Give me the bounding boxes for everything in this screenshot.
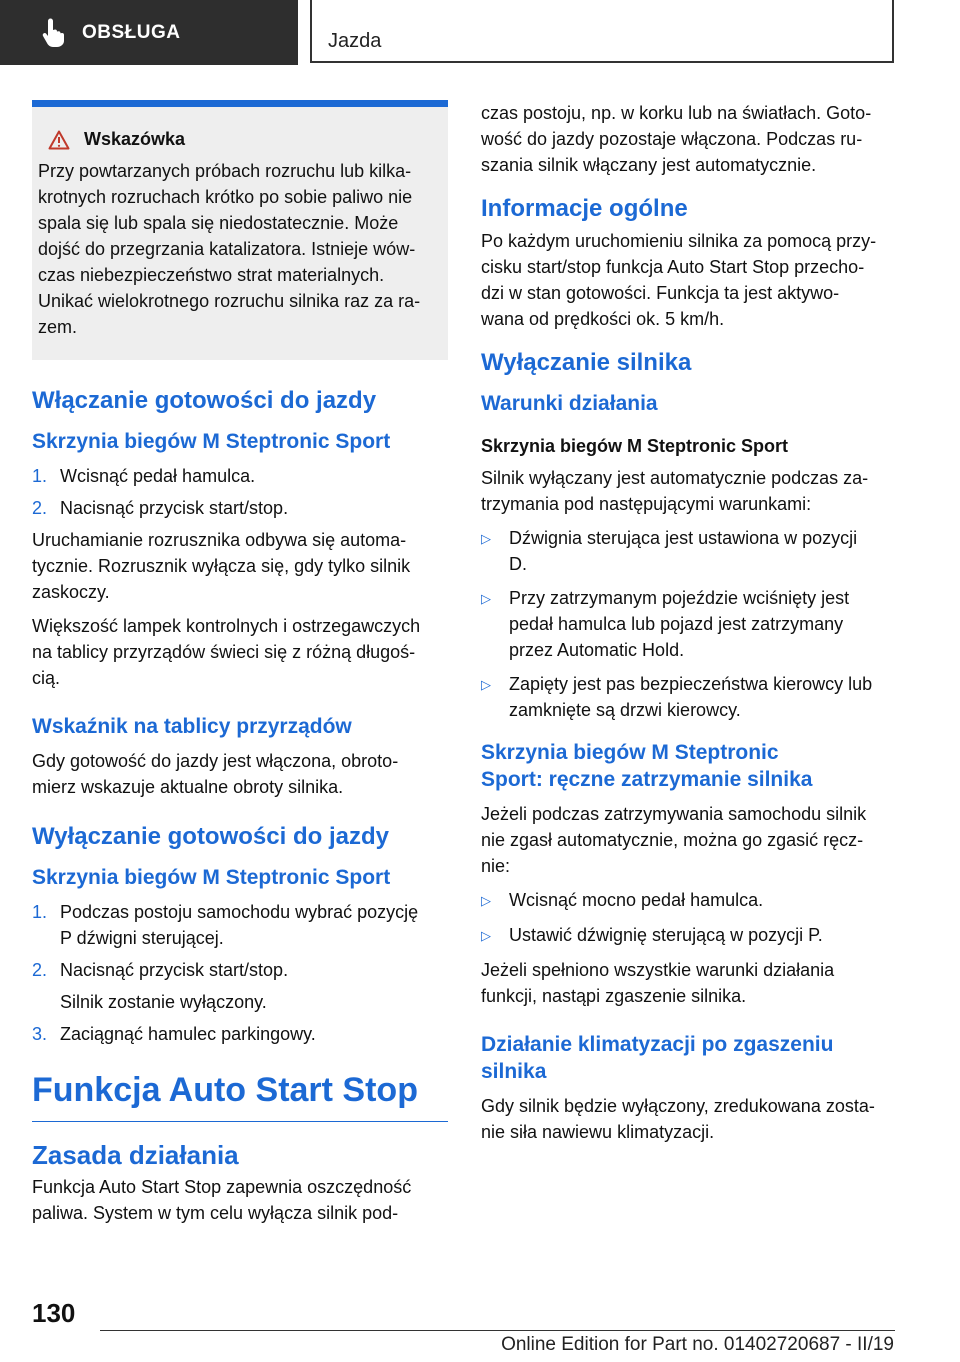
right-column bbox=[481, 100, 897, 1153]
list-item-result: Silnik zostanie wyłączony. bbox=[60, 992, 267, 1012]
paragraph-principle: Funkcja Auto Start Stop zapewnia oszczędność paliwa. System w tym celu wyłącza silnik pod- bbox=[32, 1177, 412, 1223]
note-text: Przy powtarzanych próbach rozruchu lub kilka- krotnych rozruchach krótko po sobie paliwo nie spala się lub spala się niedostatecznie. Może dojść do przegrzania katalizatora. Istnieje wów- czas niebezpieczeństwo strat materialnych. Unikać wielokrotnego rozruchu silnika raz za ra- zem. bbox=[38, 161, 421, 337]
list-item: ▷ Wcisnąć mocno pedał hamulca. bbox=[481, 887, 897, 914]
list-item: 1. Wcisnąć pedał hamulca. bbox=[32, 466, 256, 486]
heading-gearbox: Skrzynia biegów M Steptronic Sport bbox=[481, 436, 789, 456]
heading-conditions: Warunki działania bbox=[481, 392, 658, 415]
footer-divider bbox=[100, 1330, 895, 1331]
manual-steps-list bbox=[481, 887, 897, 949]
paragraph-starter: Uruchamianie rozrusznika odbywa się automa- tycznie. Rozrusznik wyłącza się, gdy tylko silnik zaskoczy. bbox=[32, 530, 411, 602]
heading-auto-start-stop: Funkcja Auto Start Stop bbox=[32, 1069, 448, 1122]
triangle-bullet-icon: ▷ bbox=[481, 928, 491, 943]
list-item: 2. Nacisnąć przycisk start/stop. bbox=[32, 498, 289, 518]
list-item: 1. Podczas postoju samochodu wybrać pozycję P dźwigni sterującej. bbox=[32, 902, 419, 948]
heading-manual-stop: Skrzynia biegów M Steptronic Sport: ręczne zatrzymanie silnika bbox=[481, 741, 813, 791]
section-tab[interactable] bbox=[0, 0, 298, 65]
list-item: 2. Nacisnąć przycisk start/stop. bbox=[32, 960, 289, 980]
list-item: 3. Zaciągnąć hamulec parkingowy. bbox=[32, 1024, 316, 1044]
list-item: ▷ Dźwignia sterująca jest ustawiona w pozycji D. bbox=[481, 525, 897, 577]
steps-ready-on bbox=[32, 463, 448, 521]
heading-engine-off: Wyłączanie silnika bbox=[481, 349, 692, 376]
chapter-title: Jazda bbox=[328, 30, 382, 52]
paragraph-manual: Jeżeli podczas zatrzymywania samochodu silnik nie zgasł automatycznie, można go zgasić ręcz- nie: bbox=[481, 804, 867, 876]
paragraph-continued: czas postoju, np. w korku lub na światłach. Goto- wość do jazdy pozostaje włączona. Podczas ru- szania silnik włączany jest automatycznie. bbox=[481, 103, 872, 175]
left-column bbox=[32, 100, 448, 1234]
heading-gearbox-1: Skrzynia biegów M Steptronic Sport bbox=[32, 430, 391, 453]
paragraph-fulfilled: Jeżeli spełniono wszystkie warunki działania funkcji, nastąpi zgaszenie silnika. bbox=[481, 960, 835, 1006]
list-item: ▷ Zapięty jest pas bezpieczeństwa kierowcy lub zamknięte są drzwi kierowcy. bbox=[481, 671, 897, 723]
paragraph-general: Po każdym uruchomieniu silnika za pomocą przy- cisku start/stop funkcja Auto Start Stop przecho- dzi w stan gotowości. Funkcja ta jest aktywo- wana od prędkości ok. 5 km/h. bbox=[481, 231, 877, 329]
heading-indicator: Wskaźnik na tablicy przyrządów bbox=[32, 715, 352, 738]
triangle-bullet-icon: ▷ bbox=[481, 531, 491, 546]
heading-ready-on: Włączanie gotowości do jazdy bbox=[32, 387, 377, 414]
list-item: ▷ Przy zatrzymanym pojeździe wciśnięty jest pedał hamulca lub pojazd jest zatrzymany przez Automatic Hold. bbox=[481, 585, 897, 663]
paragraph-lamps: Większość lampek kontrolnych i ostrzegawczych na tablicy przyrządów świeci się z różną długoś- cią. bbox=[32, 616, 421, 688]
hand-pointer-icon bbox=[40, 18, 66, 48]
warning-note bbox=[32, 100, 448, 360]
paragraph-conditions: Silnik wyłączany jest automatycznie podczas za- trzymania pod następującymi warunkami: bbox=[481, 468, 869, 514]
warning-triangle-icon bbox=[48, 130, 70, 150]
section-tab-label: OBSŁUGA bbox=[82, 21, 181, 43]
chapter-header bbox=[310, 0, 894, 63]
heading-gearbox-2: Skrzynia biegów M Steptronic Sport bbox=[32, 866, 391, 889]
page-number: 130 bbox=[32, 1298, 76, 1328]
paragraph-indicator: Gdy gotowość do jazdy jest włączona, obroto- mierz wskazuje aktualne obroty silnika. bbox=[32, 751, 399, 797]
conditions-list bbox=[481, 525, 897, 723]
footer-edition: Online Edition for Part no. 01402720687 - II/19 bbox=[501, 1334, 894, 1355]
triangle-bullet-icon: ▷ bbox=[481, 591, 491, 606]
paragraph-aircon: Gdy silnik będzie wyłączony, zredukowana zosta- nie siła nawiewu klimatyzacji. bbox=[481, 1096, 875, 1142]
triangle-bullet-icon: ▷ bbox=[481, 677, 491, 692]
heading-ready-off: Wyłączanie gotowości do jazdy bbox=[32, 823, 389, 850]
triangle-bullet-icon: ▷ bbox=[481, 893, 491, 908]
heading-principle: Zasada działania bbox=[32, 1140, 239, 1170]
steps-ready-off bbox=[32, 899, 448, 1047]
heading-general: Informacje ogólne bbox=[481, 195, 688, 222]
list-item: ▷ Ustawić dźwignię sterującą w pozycji P. bbox=[481, 922, 897, 949]
note-title: Wskazówka bbox=[84, 129, 186, 149]
heading-aircon: Działanie klimatyzacji po zgaszeniu silnika bbox=[481, 1033, 834, 1083]
